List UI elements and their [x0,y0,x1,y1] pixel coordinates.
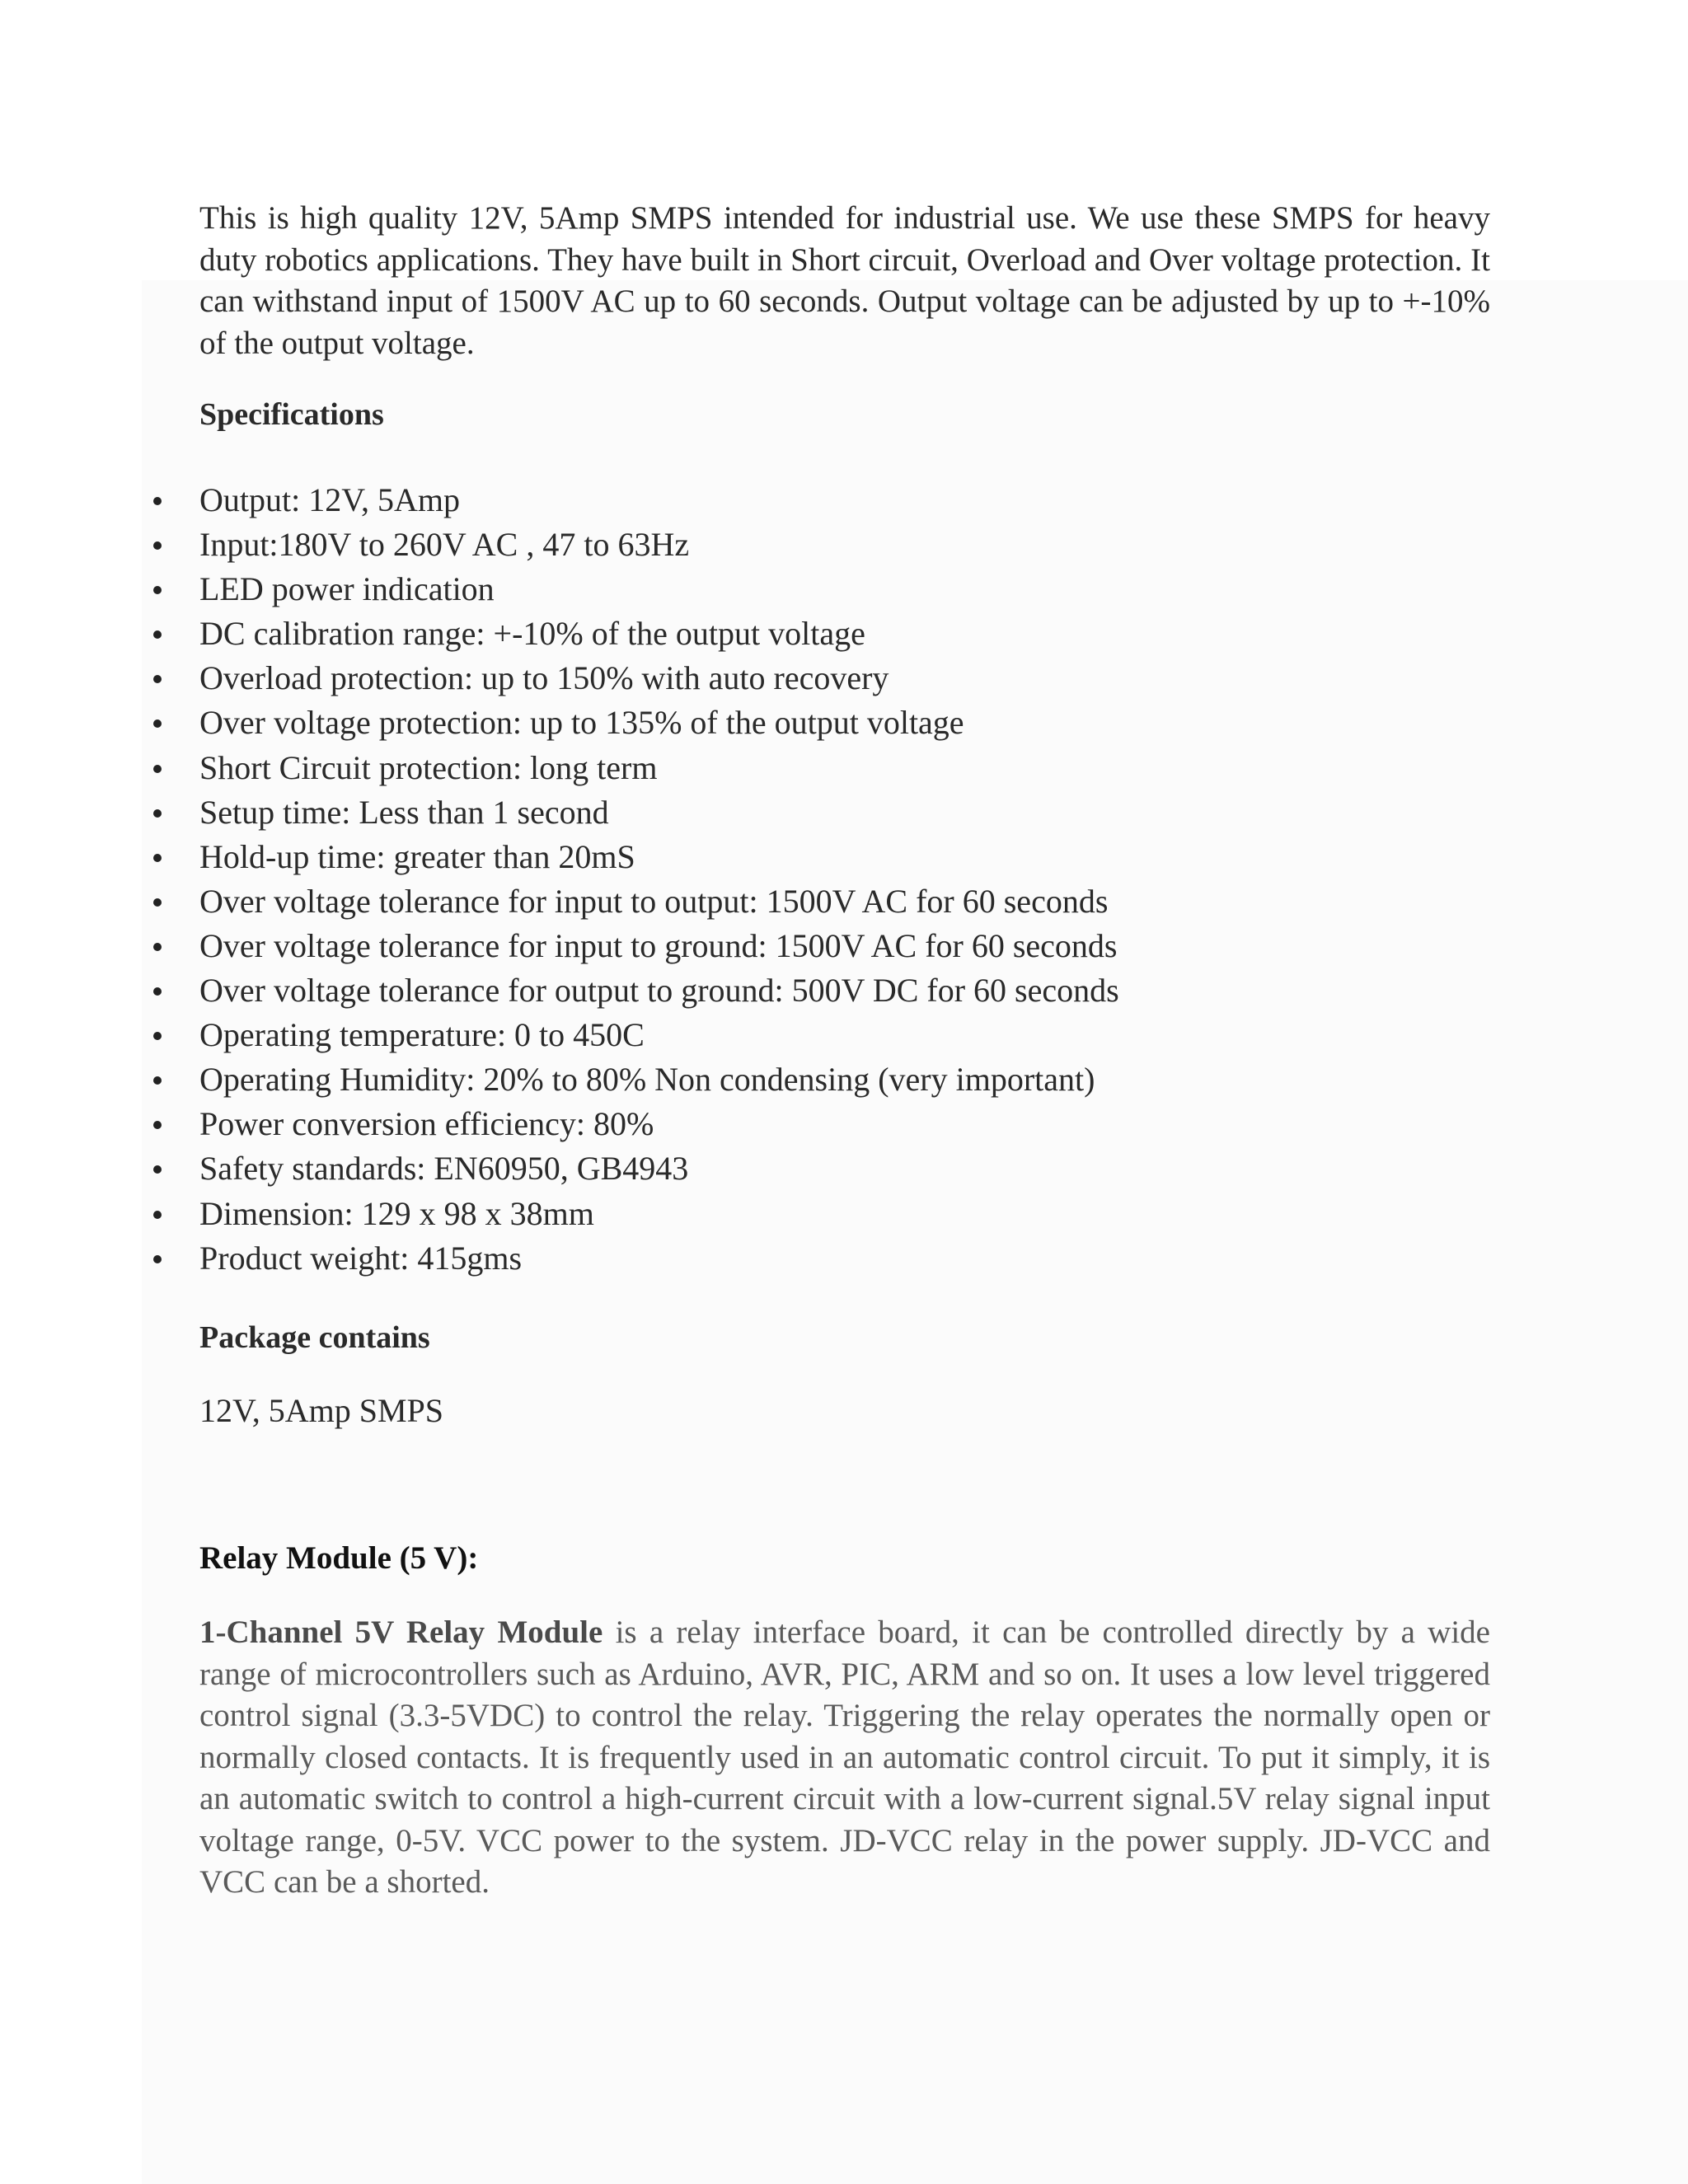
relay-lead-text: 1-Channel 5V Relay Module [199,1615,603,1650]
spec-item-text: LED power indication [199,570,495,608]
bullet-icon [153,541,162,550]
spec-item-text: Input:180V to 260V AC , 47 to 63Hz [199,526,690,564]
specifications-heading: Specifications [199,397,384,432]
spec-item-text: Over voltage tolerance for input to output: 1500V AC for 60 seconds [199,882,1109,920]
bullet-icon [153,987,162,996]
bullet-icon [153,1032,162,1040]
spec-item-text: Setup time: Less than 1 second [199,793,609,831]
spec-item-text: Over voltage protection: up to 135% of the output voltage [199,704,964,742]
intro-paragraph: This is high quality 12V, 5Amp SMPS intended for industrial use. We use these SMPS for heavy duty robotics applications. They have built in Short circuit, Overload and Over voltage protection. It can withstand input of 1500V AC up to 60 seconds. Output voltage can be adjusted by up to +-10% of the output voltage. [199,200,1490,361]
bullet-icon [153,497,162,505]
bullet-icon [153,1165,162,1174]
spec-item-text: Operating Humidity: 20% to 80% Non condensing (very important) [199,1061,1095,1099]
spec-item-text: Overload protection: up to 150% with auto recovery [199,659,889,697]
bullet-icon [153,898,162,907]
spec-item-text: Product weight: 415gms [199,1239,523,1277]
bullet-icon [153,765,162,773]
bullet-icon [153,675,162,683]
bullet-icon [153,854,162,862]
spec-item-text: Over voltage tolerance for output to ground: 500V DC for 60 seconds [199,972,1119,1010]
relay-heading: Relay Module (5 V): [199,1540,479,1576]
package-contents-text: 12V, 5Amp SMPS [199,1392,444,1429]
bullet-icon [153,809,162,818]
spec-item-text: Operating temperature: 0 to 450C [199,1016,645,1054]
spec-item-text: Hold-up time: greater than 20mS [199,837,635,875]
spec-item-text: Dimension: 129 x 98 x 38mm [199,1194,594,1232]
bullet-icon [153,1255,162,1263]
spec-item-text: DC calibration range: +-10% of the output voltage [199,615,865,653]
spec-item-text: Short Circuit protection: long term [199,748,658,786]
spec-item-text: Power conversion efficiency: 80% [199,1105,654,1143]
relay-paragraph [199,1612,1490,1904]
spec-item-text: Output: 12V, 5Amp [199,481,460,518]
relay-body-text: is a relay interface board, it can be controlled directly by a wide range of microcontrollers such as Arduino, AVR, PIC, ARM and so on. It uses a low level triggered control signal (3.3-5VDC) to control the relay. Triggering the relay operates the normally open or normally closed contacts. It is frequently used in an automatic control circuit. To put it simply, it is an automatic switch to control a high-current circuit with a low-current signal.5V relay signal input voltage range, 0-5V. VCC power to the system. JD-VCC relay in the power supply. JD-VCC and VCC can be a shorted. [199,1615,1490,1900]
bullet-icon [153,1211,162,1219]
spec-item-text: Safety standards: EN60950, GB4943 [199,1150,689,1188]
bullet-icon [153,719,162,728]
bullet-icon [153,630,162,639]
bullet-icon [153,586,162,594]
package-heading: Package contains [199,1320,430,1355]
bullet-icon [153,1076,162,1085]
bullet-icon [153,1121,162,1129]
bullet-icon [153,943,162,951]
spec-item-text: Over voltage tolerance for input to ground: 1500V AC for 60 seconds [199,926,1118,964]
